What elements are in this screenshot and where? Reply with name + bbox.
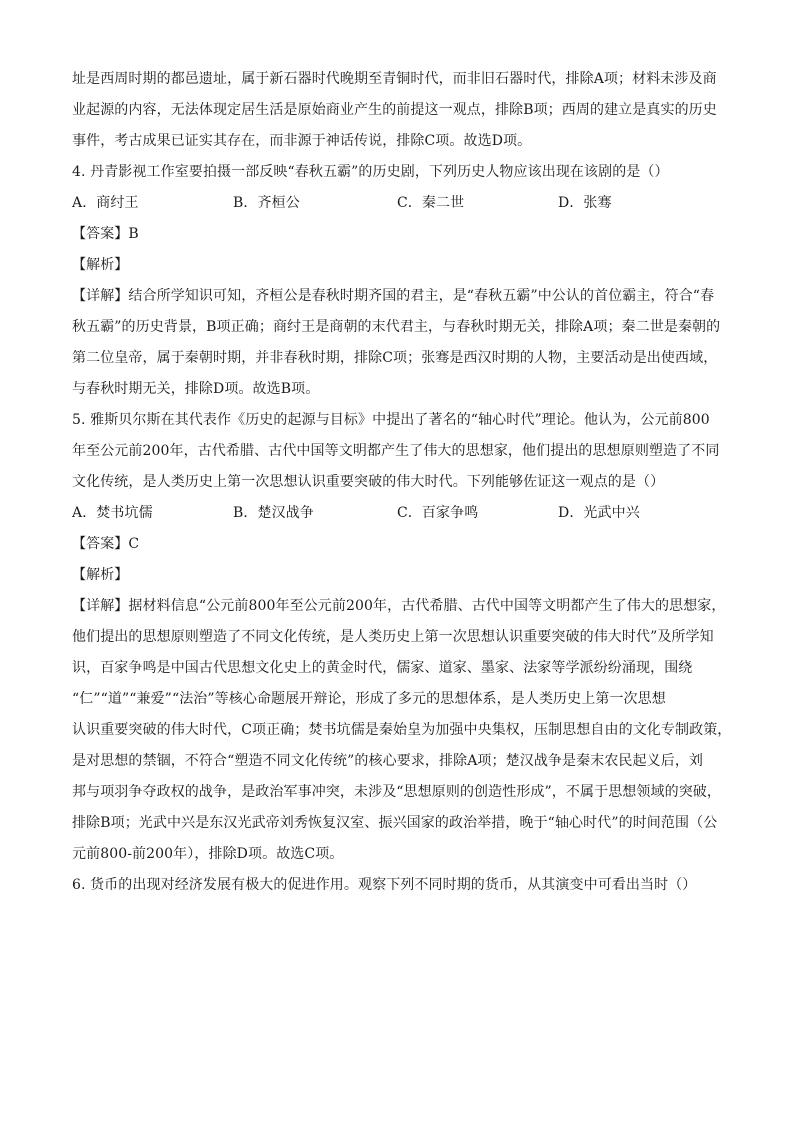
question-4-options	[72, 188, 722, 219]
question-6-stem: 6. 货币的出现对经济发展有极大的促进作用。观察下列不同时期的货币，从其演变中可看出当时（）	[72, 877, 697, 893]
question-4-detail-line: 与春秋时期无关，排除D项。故选B项。	[72, 381, 320, 397]
option-d: D．张骞	[558, 195, 612, 211]
option-c: C．百家争鸣	[397, 505, 479, 521]
question-5-detail-line: 【详解】据材料信息“公元前800年至公元前200年，古代希腊、古代中国等文明都产生了伟大的思想家，	[72, 598, 726, 614]
option-a: A．焚书坑儒	[72, 505, 153, 521]
text-line: 业起源的内容，无法体现定居生活是原始商业产生的前提这一观点，排除B项；西周的建立是真实的历史	[72, 102, 717, 118]
option-b: B．齐桓公	[233, 195, 300, 211]
option-a: A．商纣王	[72, 195, 139, 211]
question-5-detail-line: 识，百家争鸣是中国古代思想文化史上的黄金时代，儒家、道家、墨家、法家等学派纷纷涌现，围绕	[72, 660, 693, 676]
question-5-detail-line: 排除B项；光武中兴是东汉光武帝刘秀恢复汉室、振兴国家的政治举措，晚于“轴心时代”的时间范围（公	[72, 815, 718, 831]
question-5-detail-line: 认识重要突破的伟大时代，C项正确；焚书坑儒是秦始皇为加强中央集权，压制思想自由的文化专制政策，	[72, 722, 732, 738]
question-4-answer: 【答案】B	[72, 226, 139, 242]
question-5-stem-line: 5. 雅斯贝尔斯在其代表作《历史的起源与目标》中提出了著名的“轴心时代”理论。他认为，公元前800	[72, 412, 710, 428]
question-4-detail-line: 秋五霸”的历史背景，B项正确；商纣王是商朝的末代君主，与春秋时期无关，排除A项；秦二世是秦朝的	[72, 319, 721, 335]
document-page	[72, 64, 732, 901]
question-4-analysis-label: 【解析】	[72, 257, 129, 273]
option-d: D．光武中兴	[558, 505, 640, 521]
question-5-stem-line: 年至公元前200年，古代希腊、古代中国等文明都产生了伟大的思想家，他们提出的思想原则塑造了不同	[72, 443, 720, 459]
question-5-analysis-label: 【解析】	[72, 567, 129, 583]
question-5-detail-line: 邦与项羽争夺政权的战争，是政治军事冲突，未涉及“思想原则的创造性形成”，不属于思想领域的突破，	[72, 784, 722, 800]
question-5-detail-line: 是对思想的禁锢，不符合“塑造不同文化传统”的核心要求，排除A项；楚汉战争是秦末农民起义后，刘	[72, 753, 704, 769]
question-5-stem-line: 文化传统，是人类历史上第一次思想认识重要突破的伟大时代。下列能够佐证这一观点的是（）	[72, 474, 665, 490]
question-5-detail-line: 元前800-前200年），排除D项。故选C项。	[72, 846, 344, 862]
option-c: C．秦二世	[397, 195, 465, 211]
text-line: 址是西周时期的都邑遗址，属于新石器时代晚期至青铜时代，而非旧石器时代，排除A项；材料未涉及商	[72, 71, 717, 87]
question-5-options	[72, 498, 722, 529]
question-5-detail-line: 他们提出的思想原则塑造了不同文化传统，是人类历史上第一次思想认识重要突破的伟大时代”及所学知	[72, 629, 714, 645]
question-4-detail-line: 【详解】结合所学知识可知，齐桓公是春秋时期齐国的君主，是“春秋五霸”中公认的首位霸主，符合“春	[72, 288, 715, 304]
text-line: 事件，考古成果已证实其存在，而非源于神话传说，排除C项。故选D项。	[72, 133, 532, 149]
question-5-answer: 【答案】C	[72, 536, 140, 552]
question-4-stem: 4. 丹青影视工作室要拍摄一部反映“春秋五霸”的历史剧，下列历史人物应该出现在该剧的是（）	[72, 164, 669, 180]
question-5-detail-line: “仁”“道”“兼爱”“法治”等核心命题展开辩论，形成了多元的思想体系，是人类历史上第一次思想	[72, 691, 666, 707]
question-4-detail-line: 第二位皇帝，属于秦朝时期，并非春秋时期，排除C项；张骞是西汉时期的人物，主要活动是出使西域，	[72, 350, 718, 366]
option-b: B．楚汉战争	[233, 505, 314, 521]
